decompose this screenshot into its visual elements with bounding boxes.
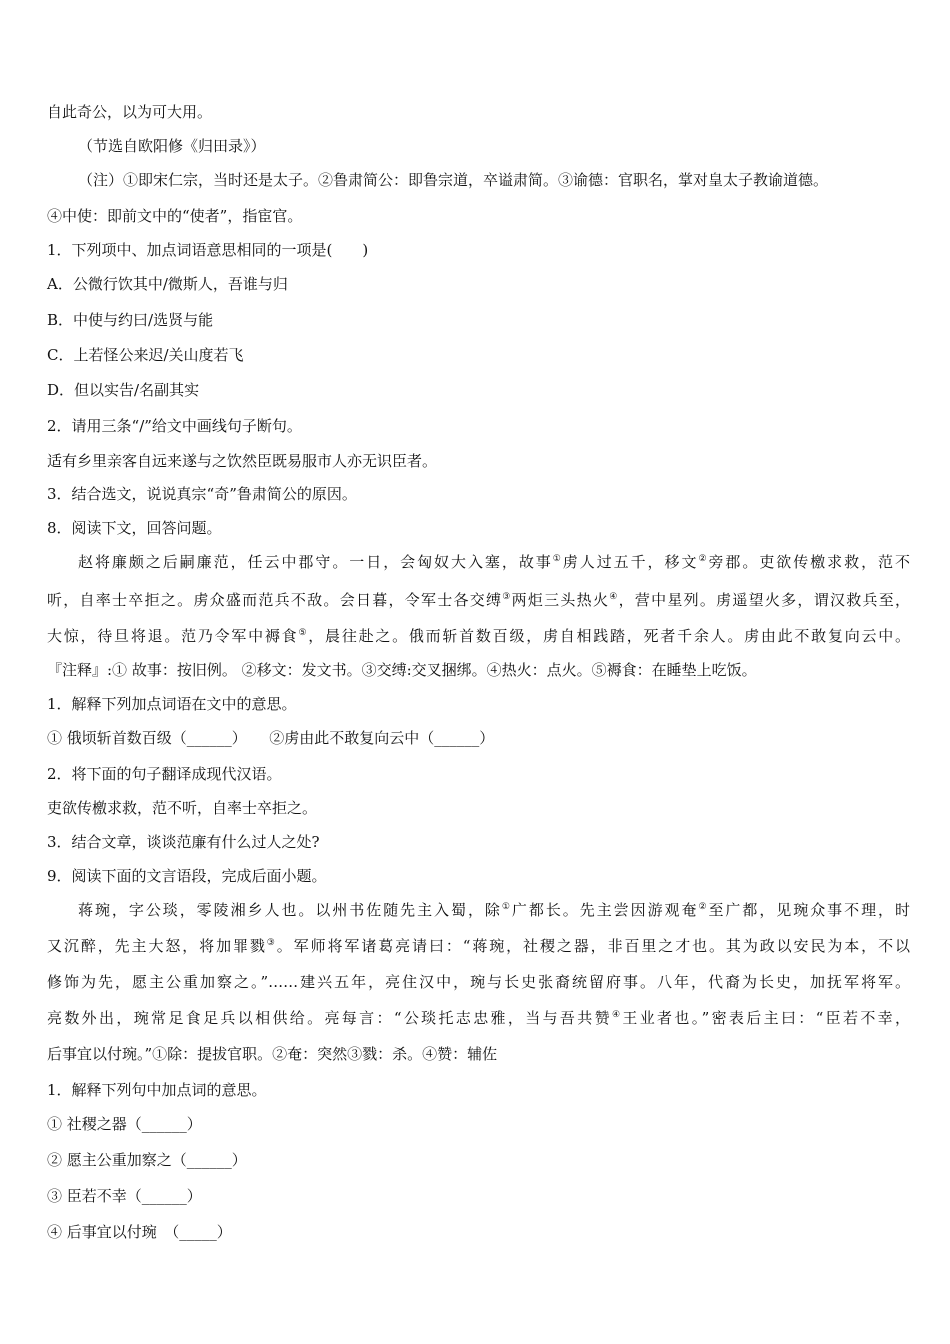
question-1: 1．解释下列句中加点词的意思。 [47,1081,267,1099]
source-citation: （节选自欧阳修《归田录》） [78,137,266,155]
fill-in-item: ① 社稷之器（______） [47,1115,202,1133]
section-8-title: 8．阅读下文，回答问题。 [47,519,222,537]
question-1: 1．下列项中、加点词语意思相同的一项是( ) [47,241,369,259]
option-a: A．公微行饮其中/微斯人，吾谁与归 [47,275,288,293]
fill-in-item: ② 愿主公重加察之（______） [47,1151,247,1169]
passage-line: 蒋琬，字公琰，零陵湘乡人也。以州书佐随先主入蜀，除①广都长。先主尝因游观奄②至广都，见琬众事不理，时 [78,901,910,919]
option-c: C．上若怪公来迟/关山度若飞 [47,346,244,364]
question-2: 2．将下面的句子翻译成现代汉语。 [47,765,282,783]
question-text: 吏欲传檄求救，范不听，自率士卒拒之。 [47,799,318,817]
passage-line: 听，自率士卒拒之。虏众盛而范兵不敌。会日暮，令军士各交缚③两炬三头热火④，营中星列。虏遥望火多，谓汉救兵至， [47,591,910,609]
question-2: 2．请用三条“/”给文中画线句子断句。 [47,417,302,435]
annotation-note: 『注释』:① 故事：按旧例。 ②移文：发文书。③交缚:交叉捆绑。④热火：点火。⑤褥食：在睡垫上吃饭。 [47,661,757,679]
question-3: 3．结合选文，说说真宗“奇”鲁肃简公的原因。 [47,485,357,503]
passage-line: 修饰为先，愿主公重加察之。”……建兴五年，亮住汉中，琬与长史张裔统留府事。八年，代裔为长史，加抚军将军。 [47,973,910,991]
annotation-note: （注）①即宋仁宗，当时还是太子。②鲁肃简公：即鲁宗道，卒谥肃简。③谕德：官职名，掌对皇太子教谕道德。 [78,171,829,189]
passage-line: 大惊，待旦将退。范乃令军中褥食⑤，晨往赴之。俄而斩首数百级，虏自相践踏，死者千余人。虏由此不敢复向云中。 [47,627,910,645]
fill-in-items: ① 俄顷斩首数百级（______） ②虏由此不敢复向云中（______） [47,729,495,747]
question-text: 适有乡里亲客自远来遂与之饮然臣既易服市人亦无识臣者。 [47,452,438,470]
section-9-title: 9．阅读下面的文言语段，完成后面小题。 [47,867,327,885]
option-b: B．中使与约曰/选贤与能 [47,311,214,329]
annotation-note: ④中使：即前文中的“使者”，指宦官。 [47,207,303,225]
fill-in-item: ④ 后事宜以付琬 （_____） [47,1223,232,1241]
annotation-note: 后事宜以付琬。”①除：提拔官职。②奄：突然③戮：杀。④赞：辅佐 [47,1045,498,1063]
question-1: 1．解释下列加点词语在文中的意思。 [47,695,297,713]
passage-line: 赵将廉颇之后嗣廉范，任云中郡守。一日，会匈奴大入塞，故事①虏人过五千，移文②旁郡。吏欲传檄求救，范不 [78,553,910,571]
option-d: D．但以实告/名副其实 [47,381,200,399]
passage-line: 自此奇公，以为可大用。 [47,103,213,121]
passage-line: 亮数外出，琬常足食足兵以相供给。亮每言：“公琰托志忠雅，当与吾共赞④王业者也。”密表后主曰：“臣若不幸， [47,1009,911,1027]
question-3: 3．结合文章，谈谈范廉有什么过人之处? [47,833,320,851]
fill-in-item: ③ 臣若不幸（______） [47,1187,202,1205]
passage-line: 又沉醉，先主大怒，将加罪戮③。军师将军诸葛亮请曰：“蒋琬，社稷之器，非百里之才也。其为政以安民为本，不以 [47,937,910,955]
